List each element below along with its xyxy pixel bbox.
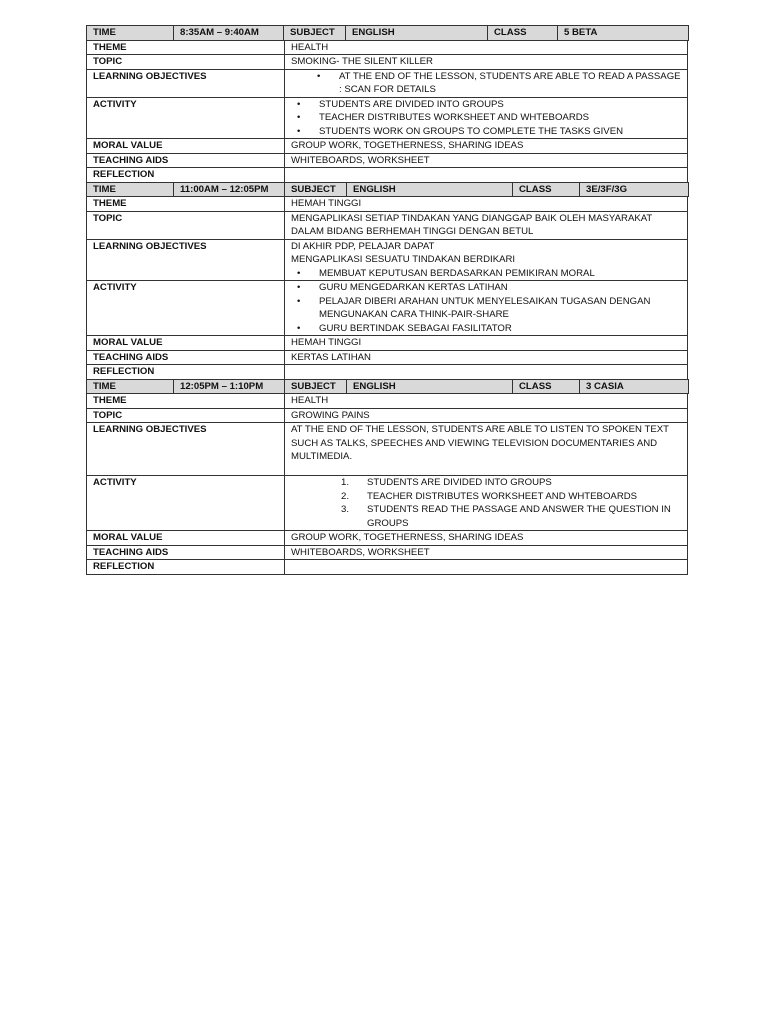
reflection-value bbox=[285, 560, 688, 575]
topic-label: TOPIC bbox=[87, 211, 285, 239]
teaching-aids-value: KERTAS LATIHAN bbox=[285, 350, 688, 365]
lesson-header-3 bbox=[86, 379, 689, 395]
activity-value bbox=[285, 97, 688, 139]
reflection-label: REFLECTION bbox=[87, 168, 285, 183]
subject-value: ENGLISH bbox=[347, 182, 513, 197]
teaching-aids-value: WHITEBOARDS, WORKSHEET bbox=[285, 545, 688, 560]
objectives-label: LEARNING OBJECTIVES bbox=[87, 239, 285, 281]
moral-value-label: MORAL VALUE bbox=[87, 531, 285, 546]
time-label: TIME bbox=[87, 26, 174, 41]
subject-label: SUBJECT bbox=[285, 182, 347, 197]
topic-value: MENGAPLIKASI SETIAP TINDAKAN YANG DIANGGAP BAIK OLEH MASYARAKAT DALAM BIDANG BERHEMAH TINGGI DENGAN BETUL bbox=[285, 211, 688, 239]
objectives-value bbox=[285, 69, 688, 97]
list-item: • STUDENTS ARE DIVIDED INTO GROUPS bbox=[291, 98, 681, 112]
topic-label: TOPIC bbox=[87, 55, 285, 70]
topic-value: GROWING PAINS bbox=[285, 408, 688, 423]
activity-label: ACTIVITY bbox=[87, 476, 285, 531]
moral-value: GROUP WORK, TOGETHERNESS, SHARING IDEAS bbox=[285, 139, 688, 154]
subject-label: SUBJECT bbox=[285, 379, 347, 394]
lesson-body-2 bbox=[86, 196, 688, 380]
topic-label: TOPIC bbox=[87, 408, 285, 423]
theme-value: HEALTH bbox=[285, 394, 688, 409]
theme-value: HEMAH TINGGI bbox=[285, 197, 688, 212]
teaching-aids-value: WHITEBOARDS, WORKSHEET bbox=[285, 153, 688, 168]
activity-value bbox=[285, 281, 688, 336]
subject-label: SUBJECT bbox=[284, 26, 346, 41]
objectives-value: AT THE END OF THE LESSON, STUDENTS ARE ABLE TO LISTEN TO SPOKEN TEXT SUCH AS TALKS, SPEECHES AND VIEWING TELEVISION DOCUMENTARIES AND MULTIMEDIA. bbox=[285, 423, 688, 476]
class-label: CLASS bbox=[488, 26, 558, 41]
list-item bbox=[291, 490, 681, 504]
activity-value bbox=[285, 476, 688, 531]
moral-value-label: MORAL VALUE bbox=[87, 336, 285, 351]
class-value: 5 BETA bbox=[558, 26, 689, 41]
theme-label: THEME bbox=[87, 197, 285, 212]
theme-label: THEME bbox=[87, 40, 285, 55]
list-text: STUDENTS ARE DIVIDED INTO GROUPS bbox=[367, 477, 552, 488]
objectives-label: LEARNING OBJECTIVES bbox=[87, 69, 285, 97]
subject-value: ENGLISH bbox=[346, 26, 488, 41]
topic-value: SMOKING- THE SILENT KILLER bbox=[285, 55, 688, 70]
list-text: TEACHER DISTRIBUTES WORKSHEET AND WHTEBOARDS bbox=[367, 490, 638, 502]
list-item bbox=[291, 503, 681, 530]
time-value: 8:35AM – 9:40AM bbox=[174, 26, 284, 41]
list-item: • MEMBUAT KEPUTUSAN BERDASARKAN PEMIKIRAN MORAL bbox=[291, 267, 681, 281]
list-item: • GURU MENGEDARKAN KERTAS LATIHAN bbox=[291, 281, 681, 295]
class-label: CLASS bbox=[513, 379, 580, 394]
moral-value: HEMAH TINGGI bbox=[285, 336, 688, 351]
list-item: • PELAJAR DIBERI ARAHAN UNTUK MENYELESAIKAN TUGASAN DENGAN MENGUNAKAN CARA THINK-PAIR-SHARE bbox=[291, 295, 681, 322]
lesson-plan bbox=[86, 25, 688, 575]
teaching-aids-label: TEACHING AIDS bbox=[87, 153, 285, 168]
activity-label: ACTIVITY bbox=[87, 281, 285, 336]
time-value: 12:05PM – 1:10PM bbox=[174, 379, 285, 394]
reflection-label: REFLECTION bbox=[87, 365, 285, 380]
list-item: • TEACHER DISTRIBUTES WORKSHEET AND WHTEBOARDS bbox=[291, 111, 681, 125]
list-number: 3. bbox=[341, 504, 350, 515]
list-item bbox=[291, 476, 681, 490]
list-number: 1. bbox=[341, 477, 350, 488]
teaching-aids-label: TEACHING AIDS bbox=[87, 545, 285, 560]
objectives-value bbox=[285, 239, 688, 281]
list-text: STUDENTS READ THE PASSAGE AND ANSWER THE QUESTION IN GROUPS bbox=[367, 504, 671, 529]
class-value: 3E/3F/3G bbox=[580, 182, 689, 197]
moral-value: GROUP WORK, TOGETHERNESS, SHARING IDEAS bbox=[285, 531, 688, 546]
list-number: 2. bbox=[341, 490, 350, 502]
reflection-value bbox=[285, 168, 688, 183]
time-label: TIME bbox=[87, 182, 174, 197]
time-label: TIME bbox=[87, 379, 174, 394]
time-value: 11:00AM – 12:05PM bbox=[174, 182, 285, 197]
theme-value: HEALTH bbox=[285, 40, 688, 55]
class-label: CLASS bbox=[513, 182, 580, 197]
moral-value-label: MORAL VALUE bbox=[87, 139, 285, 154]
list-item: • STUDENTS WORK ON GROUPS TO COMPLETE THE TASKS GIVEN bbox=[291, 125, 681, 139]
lesson-header-2 bbox=[86, 182, 689, 198]
teaching-aids-label: TEACHING AIDS bbox=[87, 350, 285, 365]
activity-label: ACTIVITY bbox=[87, 97, 285, 139]
list-item: • AT THE END OF THE LESSON, STUDENTS ARE ABLE TO READ A PASSAGE : SCAN FOR DETAILS bbox=[291, 70, 681, 97]
objective-line: DI AKHIR PDP, PELAJAR DAPAT bbox=[291, 240, 435, 252]
objectives-label: LEARNING OBJECTIVES bbox=[87, 423, 285, 476]
lesson-body-3 bbox=[86, 393, 688, 575]
class-value: 3 CASIA bbox=[580, 379, 689, 394]
theme-label: THEME bbox=[87, 394, 285, 409]
reflection-value bbox=[285, 365, 688, 380]
objective-line: MENGAPLIKASI SESUATU TINDAKAN BERDIKARI bbox=[291, 254, 516, 265]
subject-value: ENGLISH bbox=[347, 379, 513, 394]
lesson-body-1 bbox=[86, 40, 688, 183]
lesson-header-1 bbox=[86, 25, 689, 41]
list-item: • GURU BERTINDAK SEBAGAI FASILITATOR bbox=[291, 322, 681, 336]
reflection-label: REFLECTION bbox=[87, 560, 285, 575]
